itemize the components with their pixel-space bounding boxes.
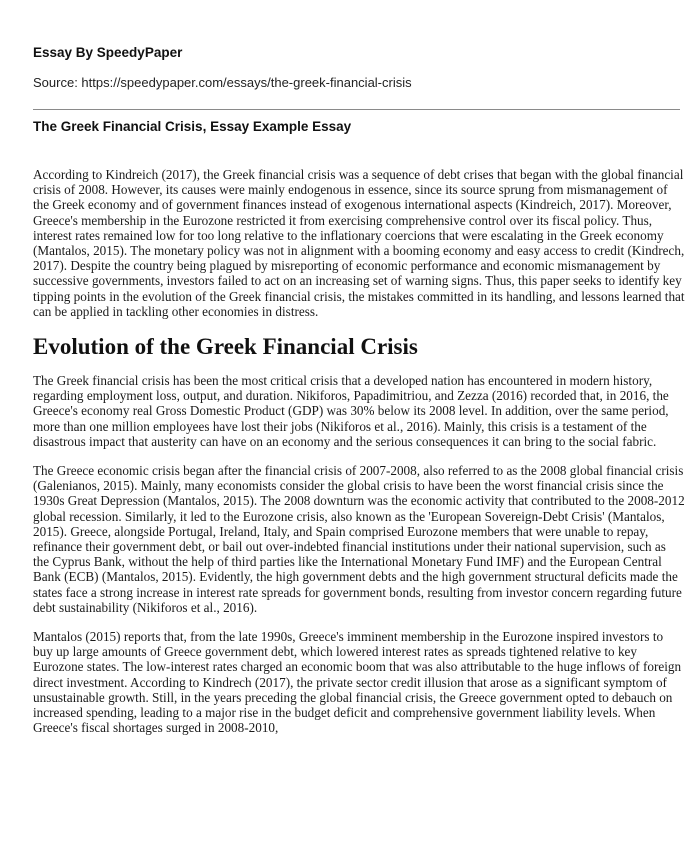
paragraph-3: The Greece economic crisis began after the financial crisis of 2007-2008, also referred to as the 2008 global financial crisis (Galenianos, 2015). Mainly, many economists consider the global crisis to have been the worst financial crisis since the 1930s Great Depression (Mantalos, 2015). The 2008 downturn was the economic activity that contributed to the 2008-2012 global recession. Similarly, it led to the Eurozone crisis, also known as the 'European Sovereign-Debt Crisis' (Mantalos, 2015). Greece, alongside Portugal, Ireland, Italy, and Spain comprised Eurozone members that were unable to repay, refinance their government debt, or bail out over-indebted financial institutions under their national supervision, such as the Cyprus Bank, without the help of third parties like the International Monetary Fund IMF) and the European Central Bank (ECB) (Mantalos, 2015). Evidently, the high government debts and the high government structural deficits made the states face a strong increase in interest rate spreads for government bonds, resulting from investor concern regarding future debt sustainability (Nikiforos et al., 2016).: [33, 463, 685, 615]
source-line: Source: https://speedypaper.com/essays/the-greek-financial-crisis: [33, 75, 412, 90]
essay-body: [33, 167, 685, 750]
paragraph-4: Mantalos (2015) reports that, from the late 1990s, Greece's imminent membership in the Eurozone inspired investors to buy up large amounts of Greece government debt, which lowered interest rates as spreads tightened relative to key Eurozone states. The low-interest rates charged an economic boom that was also attributable to the huge inflows of foreign direct investment. According to Kindrech (2017), the private sector credit illusion that arose as a significant symptom of unsustainable growth. Still, in the years preceding the global financial crisis, the Greece government opted to debauch on increased spending, leading to a major rise in the budget deficit and comprehensive government liability levels. When Greece's fiscal shortages surged in 2008-2010,: [33, 629, 682, 736]
document-title: The Greek Financial Crisis, Essay Example Essay: [33, 119, 352, 134]
intro-paragraph: According to Kindreich (2017), the Greek financial crisis was a sequence of debt crises that began with the global financial crisis of 2008. However, its causes were mainly endogenous in essence, since its source sprung from mismanagement of the Greek economy and of government finances instead of exogenous international aspects (Kindreich, 2017). Moreover, Greece's membership in the Eurozone restricted it from exercising comprehensive control over its fiscal policy. Thus, interest rates remained low for too long relative to the inflationary coercions that were escalating in the Greek economy (Mantalos, 2015). The monetary policy was not in alignment with a booming economy and easy access to credit (Kindrech, 2017). Despite the country being plagued by misreporting of economic performance and economic mismanagement by successive governments, investors failed to act on an increasing set of warning signs. Thus, this paper seeks to identify key tipping points in the evolution of the Greek financial crisis, the mistakes committed in its handling, and lessons learned that can be applied in tackling other economies in distress.: [33, 167, 685, 319]
header-divider: [33, 109, 680, 110]
page-header: [33, 45, 673, 91]
paragraph-2: The Greek financial crisis has been the most critical crisis that a developed nation has encountered in modern history, regarding employment loss, output, and duration. Nikiforos, Papadimitriou, and Zezza (2016) recorded that, in 2016, the Greece's economy real Gross Domestic Product (GDP) was 30% below its 2008 level. In addition, over the same period, more than one million employees have lost their jobs (Nikiforos et al., 2016). Mainly, this crisis is a testament of the disastrous impact that austerity can have on an economy and the serious consequences it can bring to the social fabric.: [33, 373, 669, 449]
section-heading: Evolution of the Greek Financial Crisis: [33, 334, 418, 360]
brand-line: Essay By SpeedyPaper: [33, 45, 183, 60]
